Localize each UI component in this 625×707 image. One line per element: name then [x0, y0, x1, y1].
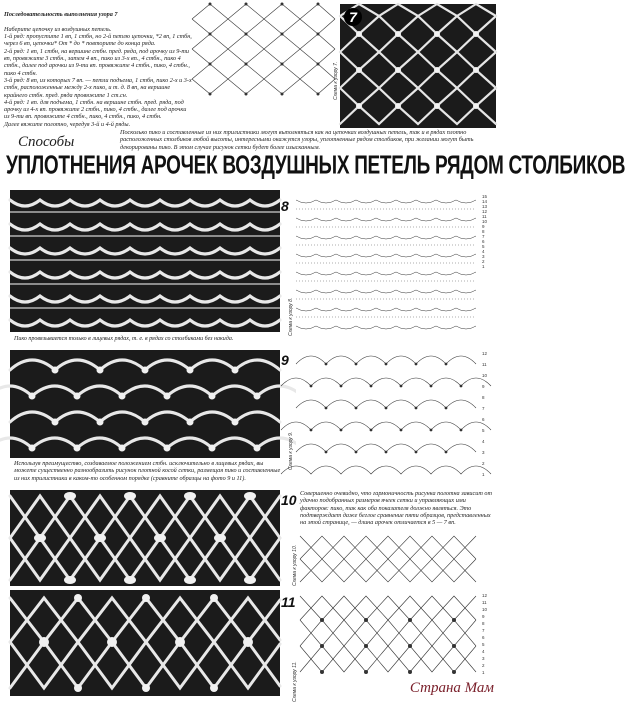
title-headline: УПЛОТНЕНИЯ АРОЧЕК ВОЗДУШНЫХ ПЕТЕЛЬ РЯДОМ СТОЛБИКОВ	[6, 152, 625, 181]
row-number: 1	[482, 264, 485, 269]
row-number: 2	[482, 259, 485, 264]
row-number: 5	[482, 428, 485, 433]
intro-text: Посколько пико и составленные из них трилистники могут выполняться как на цепочках воздушных петель, так и в рядах плотно расположенных столбиков любой высоты, интересными окажутся узоры, уплотненные рядом столбиков, при желании могут быть декорированы пико. В этом случае рисунок сетки будет более изысканным.	[120, 129, 474, 151]
row-number: 1	[482, 670, 485, 675]
photo-pattern-7	[340, 4, 496, 128]
row-number: 9	[482, 384, 485, 389]
chart-pattern-10	[300, 532, 476, 586]
pattern-number-11: 11	[281, 594, 296, 610]
row-number: 7	[482, 628, 485, 633]
row-number: 11	[482, 362, 487, 367]
site-logo: Страна Мам	[409, 680, 494, 696]
row-number: 1	[482, 472, 485, 477]
row-numbers-11	[482, 592, 496, 676]
row-number: 5	[482, 642, 485, 647]
caption-10: Совершенно очевидно, что гармоничность рисунка полотна зависит от удачно подобранных размеров ячеек сетки и управляющих ими факторов: пико, так как оба показателя должно являться. Это подтверждает даже беглое сравнение пяти образцов, представленных на этой странице, — длина арочек отличается в 5 — 7 вп.	[300, 490, 492, 527]
row-number: 5	[482, 244, 485, 249]
chart-pattern-7	[192, 4, 335, 104]
photo-pattern-8	[10, 190, 280, 332]
pattern-number-9: 9	[281, 352, 289, 368]
row-number: 12	[482, 209, 488, 214]
chart-pattern-8	[296, 192, 476, 338]
row-number: 10	[482, 219, 488, 224]
row-numbers-9	[482, 348, 496, 480]
side-label-10: Схема к узору 10.	[292, 544, 298, 586]
row-numbers-8	[482, 194, 496, 269]
row-number: 7	[482, 234, 485, 239]
row-number: 4	[482, 249, 485, 254]
title-script: Способы	[18, 134, 75, 150]
row-number: 6	[482, 635, 485, 640]
row-number: 3	[482, 254, 485, 259]
row-number: 12	[482, 593, 488, 598]
row-number: 11	[482, 214, 487, 219]
row-number: 4	[482, 649, 485, 654]
side-label-7: Схема к узору 7.	[333, 61, 339, 100]
row-number: 13	[482, 204, 488, 209]
photo-pattern-11	[10, 590, 280, 696]
row-number: 4	[482, 439, 485, 444]
row-number: 10	[482, 373, 488, 378]
top-body: Наберите цепочку из воздушных петель. 1-й ряд: пропустите 1 вп, 1 стбн, но 2-й петлю цепочки, *2 вп, 1 стбн, через 6 вп, цепочки* От * до * повторите до конца ряда. 2-й ряд: 1 вп, 1 стбн, на вершине стбн. пред. ряда, под арочку из 9-ти вп, провяжите 3 стбн., затем 4 вп., пико из 3-х вп., 4 стбн., пико 4 стбн., далее под арочки из 9-ти вп. провяжите 4 стбн., пико, 4 стбн., пико 4 стбн. 3-й ряд: 8 вп, из которых 7 вп. — петли подъема, 1 стбн, пико 2-х и 3-х стбн, расположенные между 2-х пико, и т. д. 8 вп, на вершине крайнего стбн. пред. ряда провяжите 1 ст.сн. 4-й ряд: 1 вп. для подъема, 1 стбн. на вершине стбн. пред. ряда, под арочку из 4-х вп. провяжите 2 стбн., пико, 4 стбн., далее под арочки из 9-ти вп. провяжите 4 стбн., пико, 4 стбн., пико, 4 стбн. Далее вяжите полотно, чередуя 3-й и 4-й ряды.	[4, 25, 192, 128]
row-number: 8	[482, 395, 485, 400]
side-label-9: Схема к узору 9.	[288, 431, 294, 470]
pattern-number-7: 7	[344, 8, 362, 26]
row-number: 7	[482, 406, 485, 411]
chart-pattern-9	[296, 346, 476, 478]
row-number: 6	[482, 417, 485, 422]
row-number: 3	[482, 656, 485, 661]
top-instructions	[4, 4, 192, 128]
row-number: 8	[482, 229, 485, 234]
caption-9: Используя преимущество, создаваемое положением стбн. исключительно в лицевых рядах, вы можете существенно разнообразить рисунок плотной косой сетки, размещая пико и составленные из них трилистники в каком-то особенном порядке (сравните образцы на фото 9 и 11).	[14, 460, 281, 482]
row-number: 2	[482, 461, 485, 466]
row-number: 3	[482, 450, 485, 455]
photo-pattern-9	[10, 350, 280, 458]
row-number: 14	[482, 199, 488, 204]
row-number: 8	[482, 621, 485, 626]
side-label-11: Схема к узору 11.	[292, 661, 298, 702]
row-number: 2	[482, 663, 485, 668]
caption-8: Пико провязывается только в лицевых рядах, т. е. в рядах со столбиками без накида.	[14, 336, 234, 342]
row-number: 12	[482, 351, 488, 356]
side-label-8: Схема к узору 8.	[288, 297, 294, 336]
row-number: 15	[482, 194, 488, 199]
top-heading: Последовательность выполнения узора 7	[4, 11, 118, 19]
pattern-number-10: 10	[281, 492, 297, 508]
pattern-number-8: 8	[281, 198, 289, 214]
row-number: 11	[482, 600, 487, 605]
row-number: 9	[482, 224, 485, 229]
row-number: 6	[482, 239, 485, 244]
photo-pattern-10	[10, 490, 280, 586]
row-number: 9	[482, 614, 485, 619]
row-number: 10	[482, 607, 488, 612]
